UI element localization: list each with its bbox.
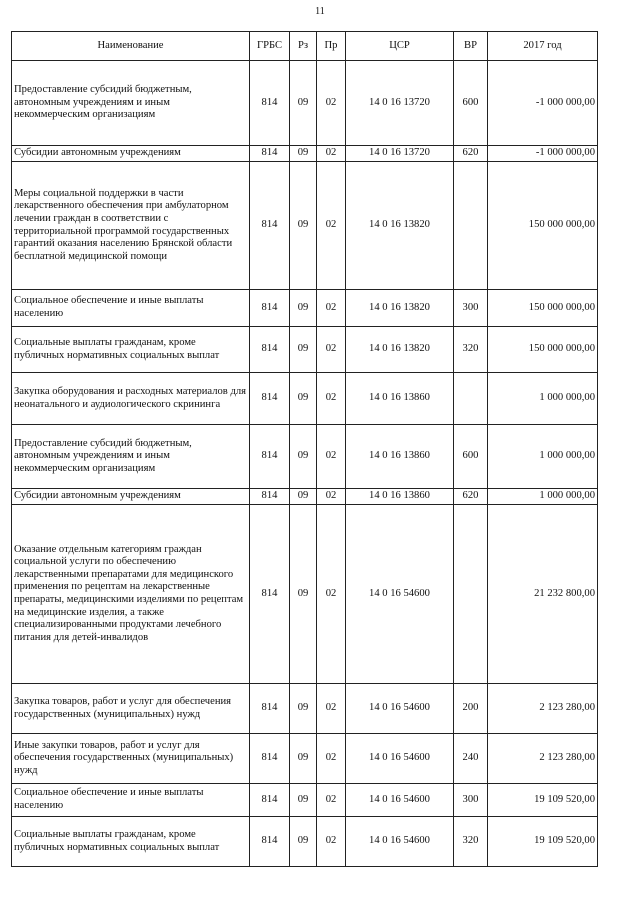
cell-rz: 09 [290,784,317,817]
cell-csr: 14 0 16 54600 [346,817,454,867]
cell-grbs: 814 [250,784,290,817]
cell-name: Социальные выплаты гражданам, кроме публичных нормативных социальных выплат [12,327,250,373]
cell-rz: 09 [290,162,317,290]
header-year: 2017 год [488,32,598,61]
cell-pr: 02 [317,373,346,425]
cell-grbs: 814 [250,505,290,684]
cell-grbs: 814 [250,61,290,146]
cell-name: Социальное обеспечение и иные выплаты населению [12,290,250,327]
cell-name: Предоставление субсидий бюджетным, автономным учреждениям и иным некоммерческим организациям [12,425,250,489]
cell-name: Субсидии автономным учреждениям [12,146,250,162]
cell-pr: 02 [317,489,346,505]
budget-table [11,31,598,867]
table-row [12,290,598,327]
cell-csr: 14 0 16 13860 [346,489,454,505]
cell-vr: 600 [454,61,488,146]
cell-pr: 02 [317,425,346,489]
cell-rz: 09 [290,489,317,505]
cell-name: Закупка оборудования и расходных материалов для неонатального и аудиологического скрининга [12,373,250,425]
cell-pr: 02 [317,784,346,817]
cell-pr: 02 [317,162,346,290]
cell-amount: 2 123 280,00 [488,684,598,734]
cell-vr [454,162,488,290]
cell-csr: 14 0 16 13820 [346,162,454,290]
cell-grbs: 814 [250,817,290,867]
cell-pr: 02 [317,684,346,734]
cell-amount: 21 232 800,00 [488,505,598,684]
cell-rz: 09 [290,684,317,734]
cell-vr: 320 [454,327,488,373]
cell-rz: 09 [290,817,317,867]
cell-grbs: 814 [250,425,290,489]
cell-amount: 1 000 000,00 [488,425,598,489]
cell-rz: 09 [290,146,317,162]
cell-grbs: 814 [250,684,290,734]
table-row [12,734,598,784]
header-grbs: ГРБС [250,32,290,61]
cell-grbs: 814 [250,290,290,327]
cell-vr: 240 [454,734,488,784]
cell-rz: 09 [290,327,317,373]
cell-amount: 19 109 520,00 [488,784,598,817]
table-row [12,425,598,489]
cell-rz: 09 [290,505,317,684]
cell-name: Иные закупки товаров, работ и услуг для обеспечения государственных (муниципальных) нужд [12,734,250,784]
cell-csr: 14 0 16 13820 [346,290,454,327]
cell-amount: 1 000 000,00 [488,373,598,425]
cell-csr: 14 0 16 13720 [346,146,454,162]
cell-name: Субсидии автономным учреждениям [12,489,250,505]
cell-amount: 150 000 000,00 [488,290,598,327]
cell-vr: 320 [454,817,488,867]
cell-csr: 14 0 16 13720 [346,61,454,146]
cell-csr: 14 0 16 54600 [346,734,454,784]
cell-name: Социальное обеспечение и иные выплаты населению [12,784,250,817]
cell-vr: 300 [454,784,488,817]
cell-vr [454,505,488,684]
cell-vr: 620 [454,146,488,162]
cell-vr: 600 [454,425,488,489]
cell-amount: -1 000 000,00 [488,61,598,146]
table-row [12,489,598,505]
cell-vr: 620 [454,489,488,505]
page-number: 11 [315,6,325,17]
cell-grbs: 814 [250,162,290,290]
cell-pr: 02 [317,734,346,784]
cell-grbs: 814 [250,146,290,162]
header-rz: Рз [290,32,317,61]
cell-vr: 200 [454,684,488,734]
cell-amount: 1 000 000,00 [488,489,598,505]
table-row [12,784,598,817]
cell-name: Меры социальной поддержки в части лекарственного обеспечения при амбулаторном лечении граждан в соответствии с территориальной программой государственных гарантий оказания населению Брянской области бесплатной медицинской помощи [12,162,250,290]
table-row [12,327,598,373]
cell-csr: 14 0 16 13820 [346,327,454,373]
cell-grbs: 814 [250,734,290,784]
table-row [12,162,598,290]
cell-pr: 02 [317,327,346,373]
cell-amount: -1 000 000,00 [488,146,598,162]
cell-csr: 14 0 16 54600 [346,784,454,817]
table-row [12,684,598,734]
table-row [12,505,598,684]
header-vr: ВР [454,32,488,61]
cell-amount: 150 000 000,00 [488,327,598,373]
cell-grbs: 814 [250,373,290,425]
cell-pr: 02 [317,61,346,146]
cell-rz: 09 [290,734,317,784]
header-pr: Пр [317,32,346,61]
cell-amount: 19 109 520,00 [488,817,598,867]
cell-rz: 09 [290,373,317,425]
table-row [12,373,598,425]
cell-name: Предоставление субсидий бюджетным, автономным учреждениям и иным некоммерческим организациям [12,61,250,146]
header-name: Наименование [12,32,250,61]
cell-csr: 14 0 16 13860 [346,425,454,489]
cell-rz: 09 [290,61,317,146]
table-row [12,146,598,162]
cell-amount: 150 000 000,00 [488,162,598,290]
header-csr: ЦСР [346,32,454,61]
cell-grbs: 814 [250,489,290,505]
cell-vr: 300 [454,290,488,327]
cell-pr: 02 [317,817,346,867]
cell-csr: 14 0 16 54600 [346,505,454,684]
cell-name: Оказание отдельным категориям граждан социальной услуги по обеспечению лекарственными препаратами для медицинского применения по рецептам на лекарственные препараты, медицинскими изделиями по рецептам на медицинские изделия, а также специализированными продуктами лечебного питания для детей-инвалидов [12,505,250,684]
cell-amount: 2 123 280,00 [488,734,598,784]
cell-vr [454,373,488,425]
cell-name: Закупка товаров, работ и услуг для обеспечения государственных (муниципальных) нужд [12,684,250,734]
table-header-row [12,32,598,61]
cell-name: Социальные выплаты гражданам, кроме публичных нормативных социальных выплат [12,817,250,867]
cell-rz: 09 [290,425,317,489]
cell-rz: 09 [290,290,317,327]
cell-csr: 14 0 16 13860 [346,373,454,425]
cell-pr: 02 [317,290,346,327]
cell-grbs: 814 [250,327,290,373]
cell-pr: 02 [317,505,346,684]
table-row [12,817,598,867]
cell-pr: 02 [317,146,346,162]
cell-csr: 14 0 16 54600 [346,684,454,734]
table-row [12,61,598,146]
